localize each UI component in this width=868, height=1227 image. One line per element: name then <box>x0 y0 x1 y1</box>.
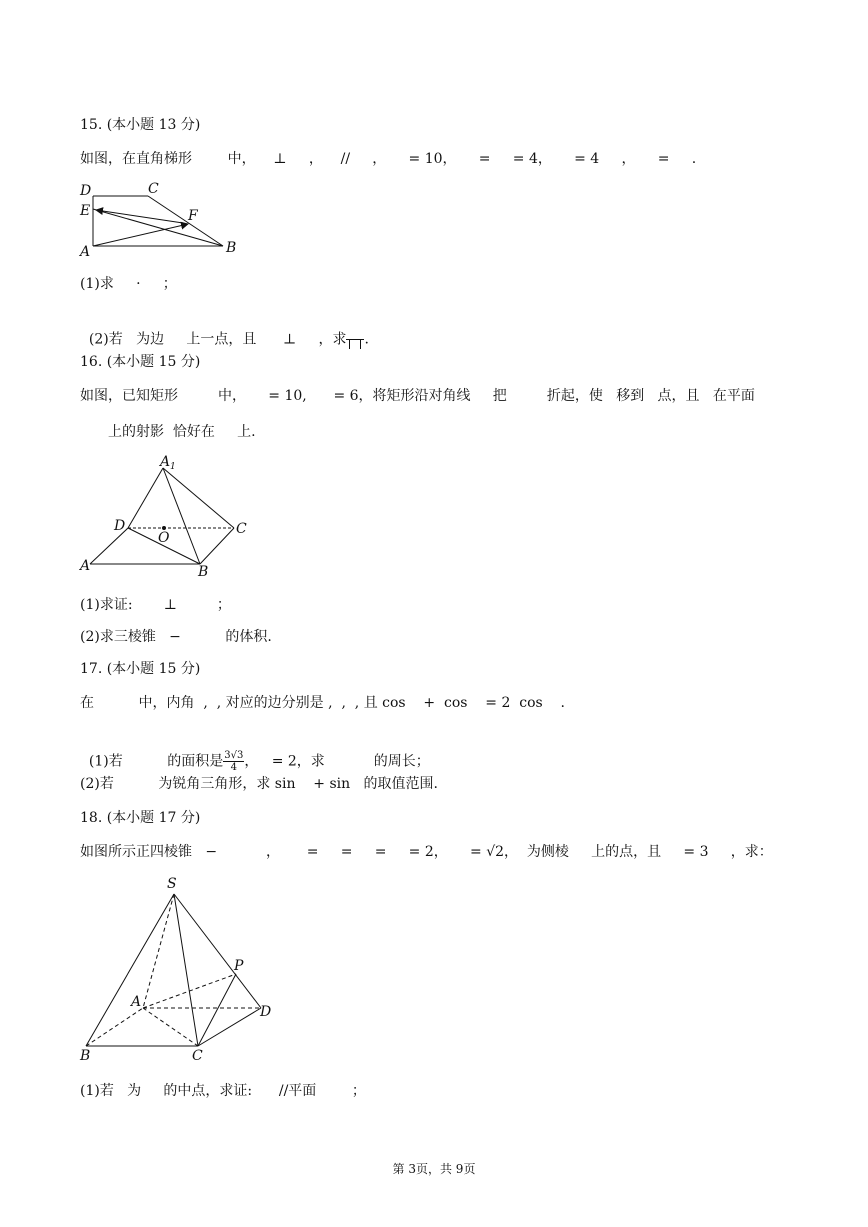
q18-edge-ba-hidden <box>86 1008 143 1046</box>
q16-label-o: O <box>158 530 170 546</box>
q15-vector-fe <box>96 210 183 223</box>
q16-label-a1-sub: 1 <box>170 462 176 472</box>
q15-part2-text: (2)若 为边 上一点，且 ⊥ ，求 <box>88 331 347 348</box>
q18-edge-sc <box>174 894 198 1046</box>
q15-ratio-fraction <box>346 330 364 349</box>
q16-part2: (2)求三棱锥 − 的体积. <box>80 629 272 645</box>
q18-edge-cd <box>198 1008 261 1046</box>
q15-segment-eb <box>93 209 223 246</box>
q18-edge-sa-hidden <box>143 894 174 1008</box>
page-footer: 第 3页，共 9页 <box>392 1162 476 1176</box>
q15-edge-cb <box>148 196 223 246</box>
q18-edge-sd <box>174 894 261 1008</box>
q16-label-a1: A <box>160 454 171 470</box>
q17-fraction-numerator: 3√3 <box>224 750 244 761</box>
q16-label-d: D <box>114 518 126 534</box>
q15-vector-af <box>93 224 188 246</box>
q18-label-p: P <box>234 958 244 974</box>
q18-segment-cp <box>198 974 236 1046</box>
q15-part2-end: . <box>364 331 369 348</box>
q15-title: 15. (本小题 13 分) <box>80 117 201 133</box>
q17-title: 17. (本小题 15 分) <box>80 661 201 677</box>
q15-label-f: F <box>188 208 198 224</box>
q17-stem: 在 中，内角 , , 对应的边分别是 , , , 且 cos + cos = 2 cos . <box>80 695 565 711</box>
q18-part1: (1)若 为 的中点，求证: //平面 ； <box>80 1083 366 1099</box>
q16-edge-a1c <box>163 468 234 528</box>
q18-label-c: C <box>192 1048 203 1064</box>
q16-edge-a1d <box>128 468 163 528</box>
q16-label-a: A <box>80 558 91 574</box>
q18-label-s: S <box>167 876 177 892</box>
q16-label-c: C <box>236 521 247 537</box>
q16-stem-line2: 上的射影 恰好在 上. <box>108 424 256 440</box>
q18-diagonal-ac-hidden <box>143 1008 198 1046</box>
q15-part2 <box>80 312 369 349</box>
q16-label-b: B <box>198 564 209 580</box>
q18-pyramid-figure <box>76 870 286 1066</box>
q18-label-a: A <box>131 994 142 1010</box>
q17-part2: (2)若 为锐角三角形，求 sin + sin 的取值范围. <box>80 776 438 792</box>
q17-fraction-denominator: 4 <box>230 762 237 773</box>
q15-label-e: E <box>80 203 91 219</box>
q15-trapezoid-figure <box>78 178 248 262</box>
q15-stem: 如图，在直角梯形 中， ⊥ ， // ， = 10， = = 4， = 4 ， = . <box>80 151 697 167</box>
q17-part1 <box>80 732 430 773</box>
q16-edge-a1b <box>163 468 200 564</box>
q16-folded-rectangle-figure <box>78 452 258 580</box>
q16-edge-bc <box>200 528 234 564</box>
q17-part1-text: (1)若 的面积是 <box>88 753 224 770</box>
q15-label-d: D <box>80 183 92 199</box>
q15-label-b: B <box>226 240 237 256</box>
q18-stem: 如图所示正四棱锥 − ， = = = = 2， = √2， 为侧棱 上的点，且 = 3 ，求： <box>80 844 773 860</box>
q18-label-b: B <box>80 1048 91 1064</box>
q18-label-d: D <box>260 1004 272 1020</box>
q16-stem-line1: 如图，已知矩形 中， = 10, = 6，将矩形沿对角线 把 折起，使 移到 点，且 在平面 <box>80 388 755 404</box>
q15-part1: (1)求 · ； <box>80 276 177 292</box>
q17-area-fraction <box>223 750 244 773</box>
q16-part1: (1)求证: ⊥ ； <box>80 597 231 613</box>
q18-edge-sb <box>86 894 174 1046</box>
q16-title: 16. (本小题 15 分) <box>80 354 201 370</box>
q15-label-a: A <box>80 244 91 260</box>
q18-segment-ap-hidden <box>143 974 236 1008</box>
q17-part1-rest: ， = 2，求 的周长； <box>244 753 430 770</box>
q15-label-c: C <box>148 181 159 197</box>
q18-title: 18. (本小题 17 分) <box>80 810 201 826</box>
